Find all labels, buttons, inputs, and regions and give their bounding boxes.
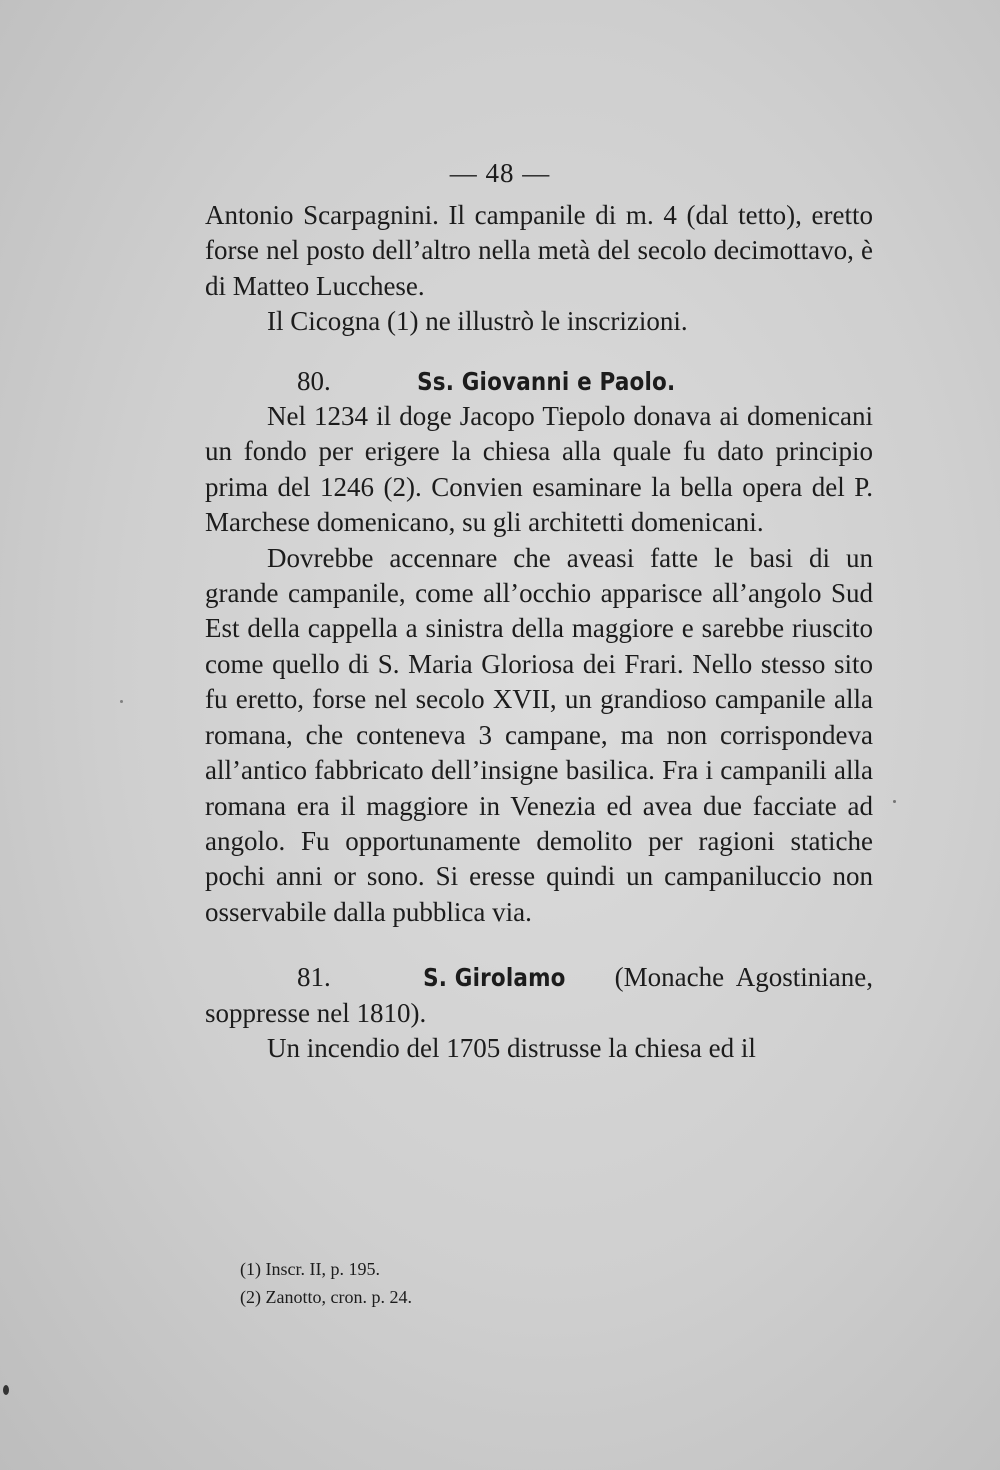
section-80-heading [205, 364, 873, 399]
page-number: — 48 — [449, 158, 551, 188]
section-80-paragraph-2: Dovrebbe accennare che aveasi fatte le basi di un grande campanile, come all’occhio apparisce all’angolo Sud Est della cappella a sinistra della maggiore e sarebbe riuscito come quello di S. Maria Gloriosa dei Frari. Nello stesso sito fu eretto, forse nel secolo XVII, un grandioso campanile alla romana, che conteneva 3 campane, ma non corrispondeva all’antico fabbricato dell’insigne basilica. Fra i campanili alla romana era il maggiore in Venezia ed avea due facciate ad angolo. Fu opportunamente demolito per ragioni statiche pochi anni or sono. Si eresse quindi un campaniluccio non osservabile dalla pubblica via. [205, 542, 873, 927]
footnote-2: (2) Zanotto, cron. p. 24. [240, 1287, 412, 1307]
paper-speck [120, 700, 123, 703]
body-text [205, 198, 873, 1066]
paper-speck [893, 800, 896, 803]
footnotes [240, 1255, 412, 1311]
section-80-number: 80. [297, 365, 331, 396]
section-81-number: 81. [297, 962, 331, 993]
section-81-title: S. Girolamo [422, 963, 566, 993]
section-80-title: Ss. Giovanni e Paolo. [416, 366, 675, 396]
paragraph-continuation: Antonio Scarpagnini. Il campanile di m. 4 (dal tetto), eretto forse nel posto dell’altro nella metà del secolo decimottavo, è di Matteo Lucchese. [205, 200, 873, 301]
section-81-paragraph-1: Un incendio del 1705 distrusse la chiesa ed il [267, 1032, 756, 1063]
paper-speck [3, 1385, 9, 1395]
paragraph-cicogna: Il Cicogna (1) ne illustrò le inscrizioni. [267, 306, 688, 337]
section-80-paragraph-1: Nel 1234 il doge Jacopo Tiepolo donava ai domenicani un fondo per erigere la chiesa alla quale fu dato principio prima del 1246 (2). Convien esaminare la bella opera del P. Marchese domenicano, su gli architetti domenicani. [205, 401, 873, 538]
section-81-subtitle: (Monache Agostiniane, soppresse nel 1810). [205, 962, 873, 1028]
section-81-heading [205, 960, 873, 1031]
footnote-1: (1) Inscr. II, p. 195. [240, 1259, 380, 1279]
